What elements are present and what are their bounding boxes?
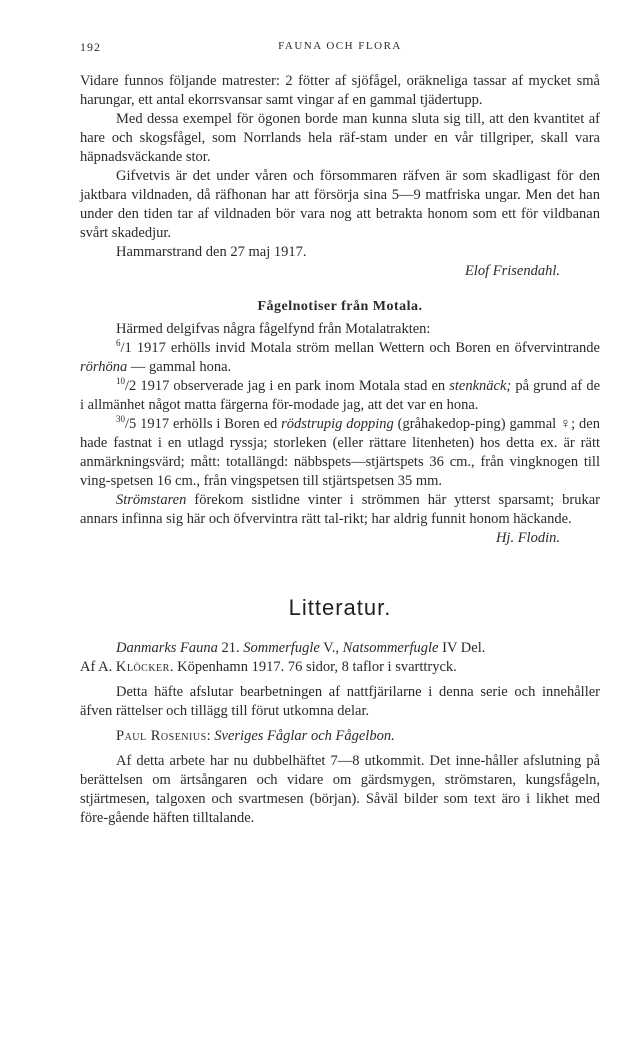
article1-paragraph-3: Gifvetvis är det under våren och försommaren räfven är som skadligast för den jaktbara vildnaden, då räfhonan har att försörja sina 5—9 matfriska ungar. Men det han under den tiden tar af vildnaden bör vara nog att betrakta honom som ett för vildbanan svårt skadedjur. (80, 168, 600, 241)
literature-entry-2-heading: Paul Rosenius: Sveriges Fåglar och Fågelbon. (116, 728, 395, 744)
date-superscript: 10 (116, 376, 125, 387)
article1-paragraph-1: Vidare funnos följande matrester: 2 fötter af sjöfågel, oräkneliga tassar af mycket små harungar, ett antal ekorrsvansar samt vingar af en gammal tjädertupp. (80, 73, 600, 108)
author-name: Klöcker (115, 659, 170, 675)
author-name: Paul Rosenius (116, 728, 207, 744)
species-name: Strömstaren (116, 492, 187, 508)
date-superscript: 6 (116, 338, 121, 349)
article2-paragraph-5: Strömstaren förekom sistlidne vinter i strömmen här ytterst sparsamt; brukar annars infinna sig här och öfvervintra rätt tal-rikt; har aldrig funnit honom häckande. (80, 492, 600, 527)
species-name: stenknäck; (449, 378, 512, 394)
running-head: FAUNA OCH FLORA (278, 40, 402, 52)
page-header (80, 40, 600, 58)
article1-date-line: Hammarstrand den 27 maj 1917. (116, 244, 307, 260)
article1-signature: Elof Frisendahl. (464, 263, 560, 279)
article2-paragraph-1: Härmed delgifvas några fågelfynd från Motalatrakten: (116, 321, 431, 337)
literature-title: Litteratur. (288, 595, 392, 620)
article2-paragraph-4: $^{30}$/5 1917 erhölls i Boren ed rödstrupig dopping (gråhakedop-ping) gammal ♀; den hade fastnat i en utlagd ryssja; storleken (eller rättare litenheten) hos detta ex. är rätt anmärkningsvärd; mått: totallängd: näbbspets—stjärtspets 36 cm., från vingknogen till ving-spetsen 16 cm., från vingspetsen till stjärtspetsen 35 mm. (80, 414, 600, 489)
article2-signature: Hj. Flodin. (495, 530, 560, 546)
species-name: rörhöna (80, 359, 128, 375)
article2-paragraph-3: $^{10}$/2 1917 observerade jag i en park inom Motala stad en stenknäck; på grund af de i allmänhet något matta färgerna för-modade jag, att det var en hona. (80, 376, 601, 413)
article2-title: Fågelnotiser från Motala. (257, 299, 423, 314)
article2-paragraph-2: $^6$/1 1917 erhölls invid Motala ström mellan Wettern och Boren en öfvervintrande rörhöna — gammal hona. (80, 338, 600, 375)
article1-paragraph-2: Med dessa exempel för ögonen borde man kunna sluta sig till, att den kvantitet af hare och skogsfågel, som Norrlands hela räf-stam under en vår tillgriper, skall vara häpnadsväckande stor. (80, 111, 600, 165)
literature-entry-1-publication: Af A. Klöcker. Köpenhamn 1917. 76 sidor, 8 taflor i svarttryck. (80, 659, 457, 675)
page-content (80, 72, 600, 828)
literature-entry-1-description: Detta häfte afslutar bearbetningen af nattfjärilarne i denna serie och innehåller äfven rättelser och tillägg till förut utkomna delar. (80, 684, 600, 719)
date-superscript: 30 (116, 414, 125, 425)
species-name: rödstrupig dopping (281, 416, 394, 432)
page-number: 192 (80, 40, 101, 54)
literature-entry-2-description: Af detta arbete har nu dubbelhäftet 7—8 utkommit. Det inne-håller afslutning på berättelsen om ärtsångaren och vidare om gärdsmygen, strömstaren, kungsfågeln, stjärtmesen, talgoxen och svartmesen (början). Såväl bilder som text äro i likhet med före-gående häften tilltalande. (80, 753, 600, 826)
literature-entry-1-heading: Danmarks Fauna 21. Sommerfugle V., Natsommerfugle IV Del. (116, 640, 486, 656)
